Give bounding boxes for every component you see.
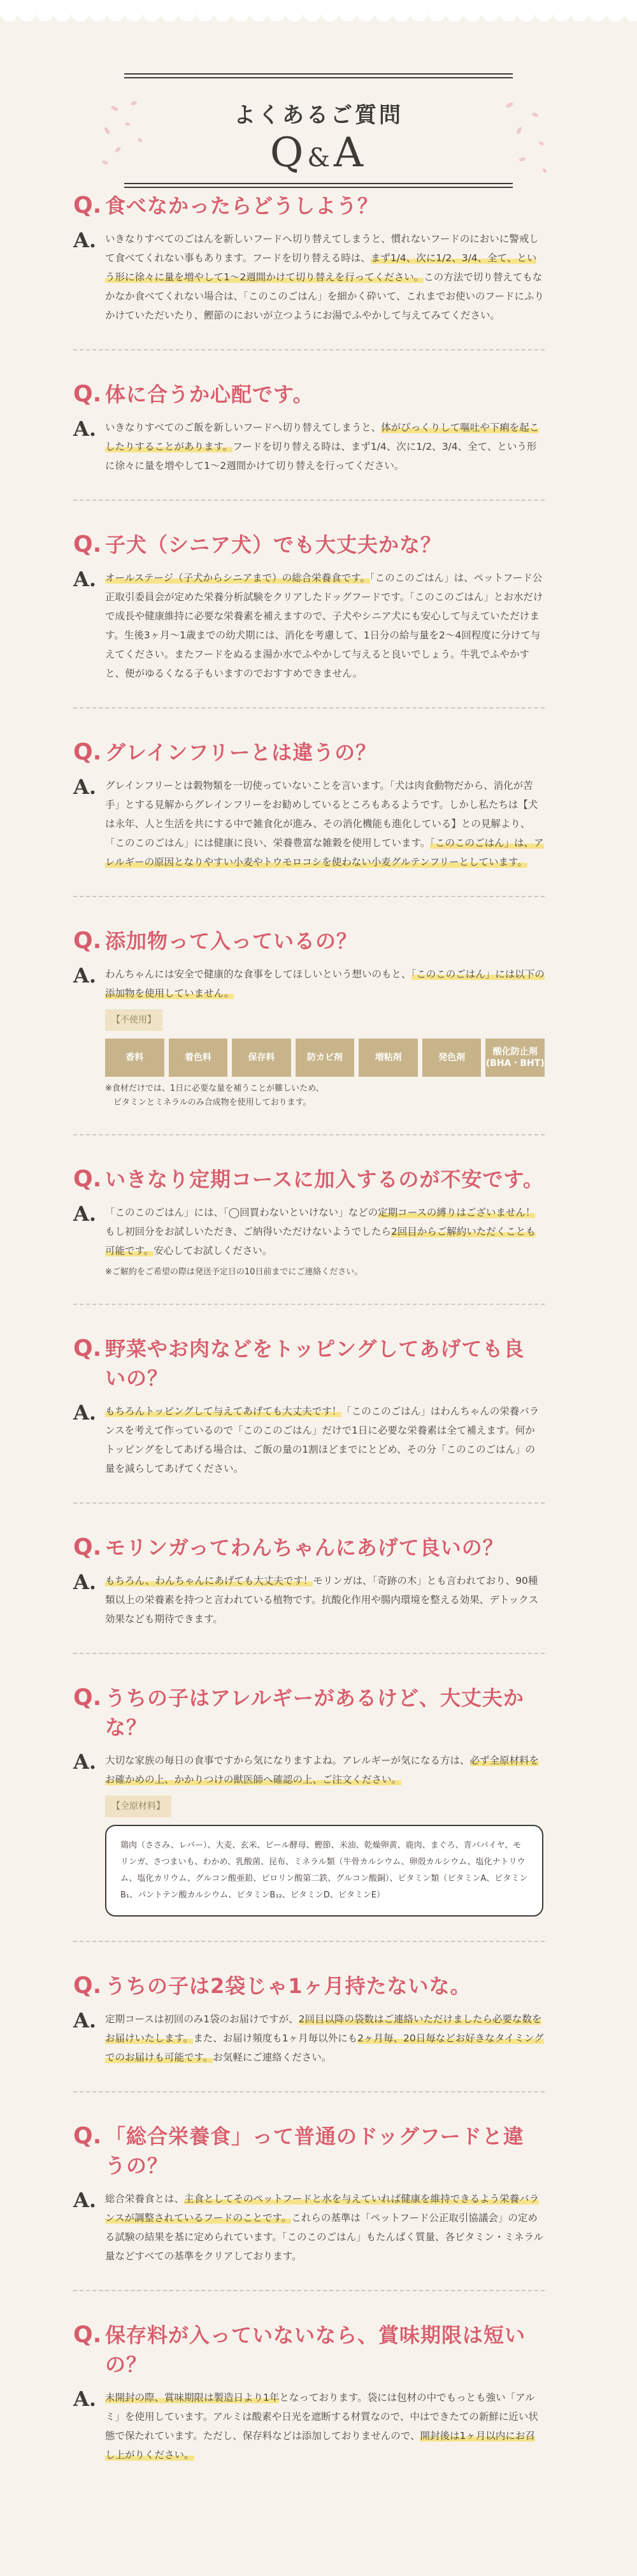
answer-mark-label: A.	[73, 1202, 96, 1226]
question-text: モリンガってわんちゃんにあげて良いの？	[105, 1536, 504, 1560]
answer-text: フードを切り替える時は、	[252, 252, 371, 264]
faq-question	[73, 1683, 545, 1742]
section-tag: 【不使用】	[105, 1009, 162, 1031]
faq-question	[73, 1334, 545, 1393]
title-amp: &	[307, 143, 334, 173]
faq-item	[73, 1533, 545, 1629]
answer-highlight-text: オールステージ（子犬からシニアまで）の総合栄養食です。	[105, 572, 370, 584]
answer-mark-label: A.	[73, 2387, 96, 2411]
faq-list	[73, 191, 545, 2464]
faq-question	[73, 1971, 545, 2001]
answer-body	[105, 1571, 545, 1629]
dashed-divider	[73, 2091, 545, 2092]
faq-answer	[73, 2189, 545, 2266]
additive-chip: 増粘剤	[359, 1039, 418, 1077]
title-a: A	[333, 129, 368, 176]
faq-item	[73, 738, 545, 872]
question-text: 食べなかったらどうしよう？	[105, 194, 379, 218]
faq-answer	[73, 1402, 545, 1478]
dashed-divider	[73, 1502, 545, 1504]
question-mark-label: Q.	[73, 1685, 102, 1711]
answer-highlight-text: 体がびっくりして嘔吐や下痢を起こしたりすることがあります。	[105, 422, 540, 452]
answer-highlight-text: 2回目以降の袋数はご連絡いただけましたら必要な数をお届けいたします。	[105, 2013, 542, 2044]
answer-highlight-text: もちろん、わんちゃんにあげても大丈夫です！	[105, 1575, 313, 1587]
answer-mark-label: A.	[73, 1570, 96, 1594]
page-title: よくあるご質問	[234, 103, 403, 128]
question-text: うちの子は2袋じゃ1ヶ月持たないな。	[105, 1974, 471, 1998]
page-title-qa	[124, 129, 513, 176]
answer-mark-label: A.	[73, 1750, 96, 1774]
answer-text: いきなりすべてのご飯を新しいフードへ切り替えてしまうと、	[105, 422, 382, 433]
faq-answer	[73, 568, 545, 683]
additive-chip: 酸化防止剤 (BHA・BHT)	[485, 1039, 545, 1077]
faq-question	[73, 191, 545, 220]
answer-text: となっております。袋には包材の中でもっとも強い「アルミ」を使用しています。アルミは酸素や日光を遮断する材質なので、中はできたての新鮮に近い状態で保たれています。ただし、保存料などは添加しておりませんので、	[105, 2392, 538, 2442]
question-mark-label: Q.	[73, 192, 102, 219]
faq-item	[73, 1971, 545, 2067]
faq-question	[73, 1165, 545, 1194]
question-mark-label: Q.	[73, 1973, 102, 1999]
dashed-divider	[73, 500, 545, 501]
answer-body	[105, 1751, 545, 1917]
answer-body	[105, 1402, 545, 1478]
dashed-divider	[73, 1941, 545, 1942]
answer-body	[105, 2189, 545, 2266]
answer-mark-label: A.	[73, 963, 96, 988]
answer-text: グレインフリーとは穀物類を一切使っていないことを言います。「犬は肉食動物だから、消化が苦手」とする見解からグレインフリーをお勧めしているところもあるようです。しかし私たちは【犬は永年、人と生活を共にする中で雑食化が進み、その消化機能も進化している】との見解より、「このこのごはん」には健康に良い、栄養豊富な雑穀を使用しています。	[105, 780, 538, 849]
title-box	[124, 73, 513, 188]
answer-text: 「このこのごはん」はわんちゃんの栄養バランスを考えて作っているので「このこのごはん」だけで1日に必要な栄養素は全て補えます。何かトッピングをしてあげる場合は、ご飯の量の1割ほどまでにとどめ、その分「このこのごはん」の量を減らしてあげてください。	[105, 1406, 540, 1474]
answer-text: いきなりすべてのごはんを新しいフードへ切り替えてしまうと、慣れないフードのにおいに警戒して食べてくれない事もあります。	[105, 233, 539, 264]
answer-text: わんちゃんには安全で健康的な食事をしてほしいという想いのもと、	[105, 968, 412, 980]
question-mark-label: Q.	[73, 2123, 102, 2149]
answer-body	[105, 1203, 545, 1279]
answer-body	[105, 418, 545, 475]
answer-highlight-text: 未開封の際、賞味期限は製造日より1年	[105, 2392, 280, 2403]
answer-text: この方法で切り替えてもなかなか食べてくれない場合は、「このこのごはん」を細かく砕いて、これまでお使いのフードにふりかけていただいたり、鰹節のにおいが立つようにお湯でふやかして与えてみてください。	[105, 271, 544, 321]
answer-text: 定期コースは初回のみ1袋のお届けですが、	[105, 2013, 299, 2025]
ingredients-box: 鶏肉（ささみ、レバー）、大麦、玄米、ビール酵母、鰹節、米油、乾燥卵黄、鹿肉、まぐろ、青パパイヤ、モリンガ、さつまいも、わかめ、乳酸菌、昆布、ミネラル類（牛骨カルシウム、卵殻カルシウム、塩化ナトリウム、塩化カリウム、グルコン酸亜鉛、ピロリン酸第二鉄、グルコン酸銅）、ビタミン類（ビタミンA、ビタミンB₁、パントテン酸カルシウム、ビタミンB₁₂、ビタミンD、ビタミンE）	[105, 1825, 543, 1917]
answer-mark-label: A.	[73, 567, 96, 591]
answer-highlight-text: 2ヶ月毎、20日毎などお好きなタイミングでのお届けも可能です。	[105, 2033, 544, 2063]
question-text: 保存料が入っていないなら、賞味期限は短いの？	[105, 2323, 526, 2377]
additive-chip: 保存料	[232, 1039, 291, 1077]
answer-mark-label: A.	[73, 2008, 96, 2033]
question-mark-label: Q.	[73, 739, 102, 765]
faq-question	[73, 1533, 545, 1562]
answer-body	[105, 229, 545, 325]
question-text: いきなり定期コースに加入するのが不安です。	[105, 1167, 544, 1191]
answer-text: また、お届け頻度も1ヶ月毎以外にも	[193, 2033, 358, 2044]
answer-text: お気軽にご連絡ください。	[213, 2052, 332, 2063]
answer-text: 「このこのごはん」は、ペットフード公正取引委員会が定めた栄養分析試験をクリアしたドッグフードです。「このこのごはん」とお水だけで成長や健康維持に必要な栄養素を補えますので、子犬やシニア犬にも安心して与えていただけます。生後3ヶ月～1歳までの幼犬期には、消化を考慮して、1日分の給与量を2～4回程度に分けて与えてください。またフードをぬるま湯か水でふやかして与えると良いでしょう。牛乳でふやかすと、便がゆるくなる子もいますのでおすすめできません。	[105, 572, 543, 679]
page-header	[0, 0, 637, 176]
question-mark-label: Q.	[73, 1534, 102, 1560]
question-text: グレインフリーとは違うの？	[105, 740, 377, 765]
question-mark-label: Q.	[73, 1166, 102, 1192]
section-tag: 【全原材料】	[105, 1795, 171, 1817]
question-text: 体に合うか心配です。	[105, 382, 314, 407]
faq-question	[73, 2122, 545, 2180]
faq-question	[73, 926, 545, 956]
question-text: 添加物って入っているの？	[105, 929, 358, 953]
faq-item	[73, 1683, 545, 1917]
answer-mark-label: A.	[73, 1400, 96, 1425]
answer-highlight-text: まず1/4、次に1/2、3/4、全て、という形に徐々に量を増やして1～2週間かけて切り替えを行ってください。	[105, 252, 537, 283]
answer-text: もし初回分をお試しいただき、ご納得いただけないようでしたら	[105, 1226, 391, 1237]
answer-body	[105, 776, 545, 872]
faq-answer	[73, 1203, 545, 1279]
faq-answer	[73, 2010, 545, 2067]
answer-highlight-text: 定期コースの縛りはございません！	[378, 1207, 536, 1218]
answer-highlight-text: 主食としてそのペットフードと水を与えていれば健康を維持できるよう栄養バランスが調整されているフードのことです。	[105, 2193, 540, 2224]
faq-question	[73, 738, 545, 767]
answer-mark-label: A.	[73, 2188, 96, 2212]
additive-chip: 発色剤	[422, 1039, 482, 1077]
faq-answer	[73, 418, 545, 475]
additive-chip: 防カビ剤	[296, 1039, 355, 1077]
answer-body	[105, 2388, 545, 2464]
faq-answer	[73, 229, 545, 325]
dashed-divider	[73, 349, 545, 350]
answer-highlight-text: 「このこのごはん」は、アレルギーの原因となりやすい小麦やトウモロコシを使わない小麦グルテンフリーとしています。	[105, 837, 544, 868]
answer-highlight-text: 2回目からご解約いただくことも可能です。	[105, 1226, 536, 1256]
answer-mark-label: A.	[73, 775, 96, 799]
question-text: 「総合栄養食」って普通のドッグフードと違うの？	[105, 2124, 524, 2178]
faq-item	[73, 191, 545, 325]
answer-text: モリンガは、「奇跡の木」とも言われており、90種類以上の栄養素を持つと言われている植物です。抗酸化作用や腸内環境を整える効果、デトックス効果なども期待できます。	[105, 1575, 539, 1625]
answer-body	[105, 568, 545, 683]
answer-text: 総合栄養食とは、	[105, 2193, 185, 2205]
answer-highlight-text: 必ず全原材料をお確かめの上、かかりつけの獣医師へ確認の上、ご注文ください。	[105, 1755, 540, 1785]
answer-text: 安心してお試しください。	[154, 1245, 273, 1256]
faq-answer	[73, 2388, 545, 2464]
answer-text: 大切な家族の毎日の食事ですから気になりますよね。アレルギーが気になる方は、	[105, 1755, 470, 1766]
question-mark-label: Q.	[73, 531, 102, 558]
faq-answer	[73, 965, 545, 1110]
answer-text: 「このこのごはん」には、「◯回買わないといけない」などの	[105, 1207, 378, 1218]
additive-chip-row	[105, 1039, 545, 1077]
dashed-divider	[73, 1134, 545, 1135]
faq-question	[73, 530, 545, 559]
additive-chip: 香料	[105, 1039, 164, 1077]
answer-mark-label: A.	[73, 228, 96, 252]
question-text: 子犬（シニア犬）でも大丈夫かな？	[105, 533, 442, 557]
question-mark-label: Q.	[73, 928, 102, 954]
title-q: Q	[269, 129, 308, 176]
faq-answer	[73, 776, 545, 872]
dashed-divider	[73, 896, 545, 897]
faq-item	[73, 2122, 545, 2266]
question-text: うちの子はアレルギーがあるけど、大丈夫かな？	[105, 1686, 524, 1739]
answer-text: フードを切り替える時は、まず1/4、次に1/2、3/4、全て、という形に徐々に量を増やして1～2週間かけて切り替えを行ってください。	[105, 441, 537, 471]
faq-item	[73, 530, 545, 683]
answer-body	[105, 965, 545, 1110]
footnote: ※食材だけでは、1日に必要な量を補うことが難しいため、 ビタミンとミネラルのみ合成物を使用しております。	[105, 1084, 324, 1107]
faq-item	[73, 926, 545, 1110]
question-mark-label: Q.	[73, 1335, 102, 1362]
faq-question	[73, 2321, 545, 2379]
dashed-divider	[73, 2290, 545, 2291]
dashed-divider	[73, 1304, 545, 1305]
answer-text: これらの基準は「ペットフード公正取引協議会」の定める試験の結果を基に定められています。「このこのごはん」もたんぱく質量、各ビタミン・ミネラル量などすべての基準をクリアしております。	[105, 2212, 544, 2262]
question-mark-label: Q.	[73, 2322, 102, 2348]
faq-answer	[73, 1751, 545, 1917]
faq-item	[73, 1165, 545, 1279]
faq-item	[73, 2321, 545, 2464]
faq-item	[73, 1334, 545, 1478]
answer-highlight-text: もちろんトッピングして与えてあげても大丈夫です！	[105, 1406, 342, 1417]
answer-body	[105, 2010, 545, 2067]
answer-highlight-text: 「このこのごはん」には以下の添加物を使用していません。	[105, 968, 545, 999]
dashed-divider	[73, 707, 545, 709]
answer-mark-label: A.	[73, 417, 96, 441]
question-mark-label: Q.	[73, 381, 102, 407]
footnote: ※ご解約をご希望の際は発送予定日の10日前までにご連絡ください。	[105, 1267, 363, 1277]
answer-highlight-text: 開封後は1ヶ月以内にお召し上がりください。	[105, 2430, 535, 2461]
faq-item	[73, 380, 545, 475]
faq-answer	[73, 1571, 545, 1629]
question-text: 野菜やお肉などをトッピングしてあげても良いの？	[105, 1337, 525, 1390]
dashed-divider	[73, 1653, 545, 1654]
faq-question	[73, 380, 545, 409]
additive-chip: 着色料	[169, 1039, 228, 1077]
